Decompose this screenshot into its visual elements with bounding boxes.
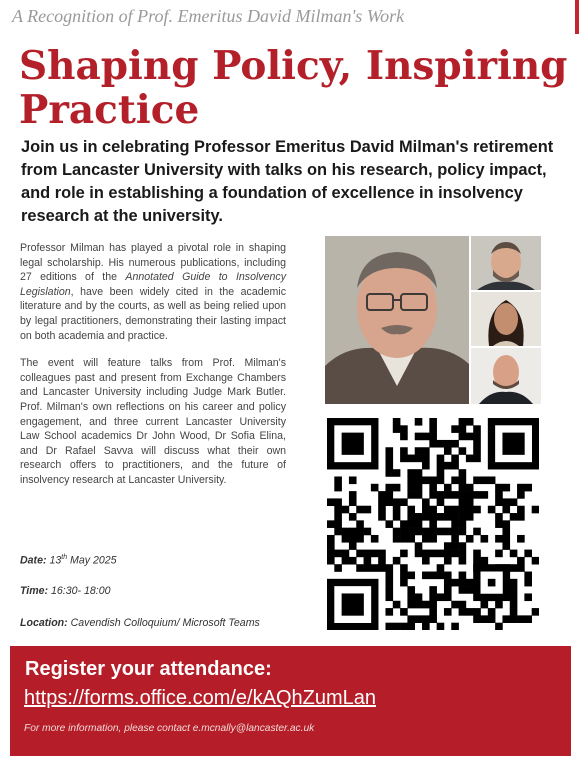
date-label: Date:: [20, 554, 47, 567]
date-rest: May 2025: [70, 554, 117, 567]
location-label: Location:: [20, 617, 68, 629]
portrait-photo-main: [325, 236, 469, 404]
registration-link[interactable]: https://forms.office.com/e/kAQhZumLan: [24, 687, 376, 709]
qr-code-graphic: [327, 418, 539, 630]
headline-line-1: Shaping Policy, Inspiring: [19, 43, 568, 89]
book-title: Annotated Guide to Insolvency Legislation: [20, 271, 286, 298]
portrait-photo-1: [471, 236, 541, 290]
registration-footer: [10, 646, 571, 756]
page-title: [19, 44, 569, 132]
event-location: [20, 617, 260, 629]
event-time: [20, 585, 111, 597]
body-text: [20, 241, 286, 501]
time-label: Time:: [20, 585, 49, 597]
headline-line-2: Practice: [19, 87, 200, 133]
body-paragraph-1: [20, 241, 286, 343]
time-value: 16:30- 18:00: [51, 585, 111, 597]
location-value: Cavendish Colloquium/ Microsoft Teams: [70, 617, 260, 629]
body-paragraph-2: The event will feature talks from Prof. Milman's colleagues past and present from Exchange Chambers and Lancaster University including Judge Mark Butler. Prof. Milman's own reflections on his career and policy engagement, and three current Lancaster University Law School academics Dr John Wood, Dr Sofia Elina, and Dr Rafael Savva will discuss what their own research offers to practitioners, and the future of insolvency research at Lancaster University.: [20, 357, 286, 486]
registration-qr-code[interactable]: [327, 418, 539, 630]
date-suffix: th: [61, 554, 68, 561]
date-day: 13: [49, 554, 62, 567]
contact-info: For more information, please contact e.mcnally@lancaster.ac.uk: [24, 723, 315, 734]
body-p1-start: Professor Milman has played a pivotal role in shaping legal scholarship. His numerous publications, including 27 editions of the: [20, 242, 286, 284]
register-heading: Register your attendance:: [25, 658, 272, 680]
lede-paragraph: Join us in celebrating Professor Emeritus David Milman's retirement from Lancaster University with talks on his research, policy impact, and role in establishing a foundation of excellence in insolvency research at the university.: [21, 138, 554, 225]
portrait-photo-2: [471, 292, 541, 346]
kicker-text: A Recognition of Prof. Emeritus David Milman's Work: [12, 6, 405, 26]
event-date: [20, 554, 117, 567]
body-p1-end: , have been widely cited in the academic literature and by the courts, as well as being relied upon by legal practitioners, demonstrating their lasting impact on both academia and practice.: [20, 285, 286, 342]
portrait-photo-3: [471, 348, 541, 404]
